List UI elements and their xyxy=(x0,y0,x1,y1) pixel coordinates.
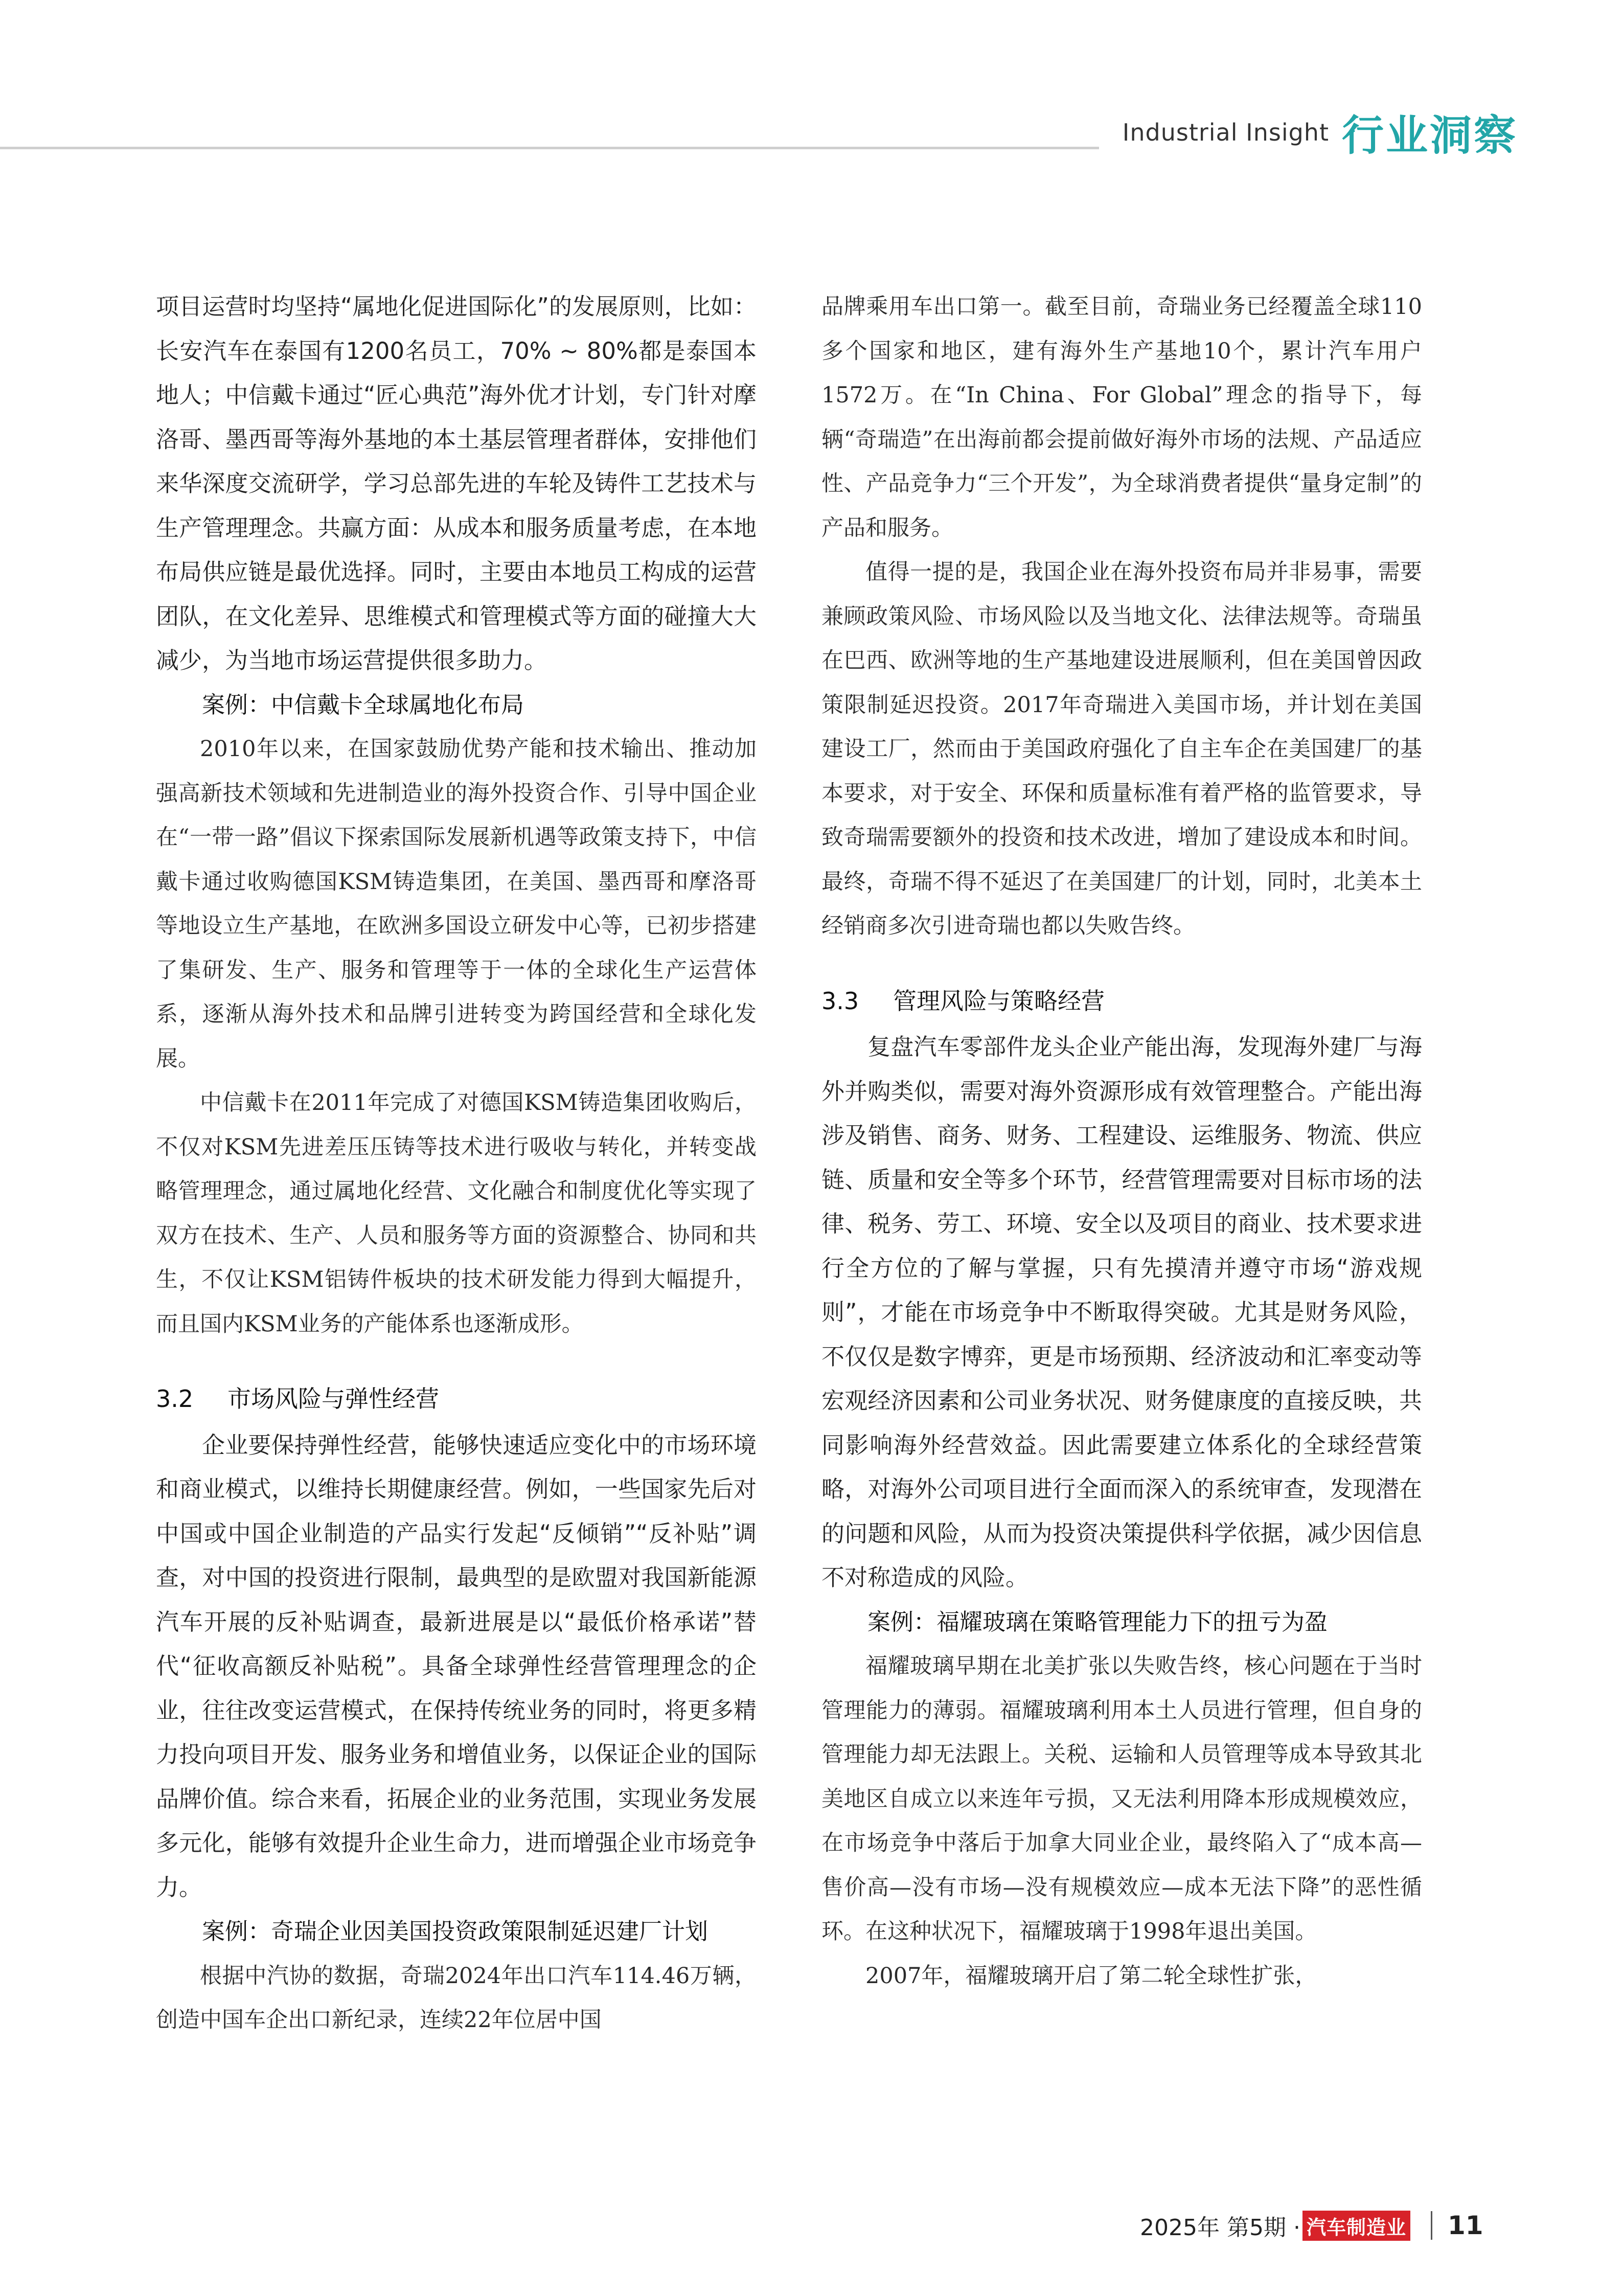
case-paragraph: 2007年，福耀玻璃开启了第二轮全球性扩张， xyxy=(865,1963,1317,1989)
case-paragraph: 根据中汽协的数据，奇瑞2024年出口汽车114.46万辆，创造中国车企出口新纪录，连续22年位居中国 xyxy=(156,1963,757,2033)
footer-divider xyxy=(1431,2211,1432,2240)
section-heading xyxy=(156,1377,757,1421)
magazine-logo: 汽车制造业 xyxy=(1302,2211,1410,2241)
case-paragraph: 品牌乘用车出口第一。截至目前，奇瑞业务已经覆盖全球110多个国家和地区，建有海外生产基地10个，累计汽车用户1572万。在“In China、For Global”理念的指导下，每辆“奇瑞造”在出海前都会提前做好海外市场的法规、产品适应性、产品竞争力“三个开发”，为全球消费者提供“量身定制”的产品和服务。 xyxy=(821,294,1422,541)
page-number: 11 xyxy=(1447,2211,1483,2240)
case-title: 案例：福耀玻璃在策略管理能力下的扭亏为盈 xyxy=(867,1608,1328,1635)
right-column xyxy=(821,285,1422,1998)
section-title: 市场风险与弹性经营 xyxy=(227,1385,439,1413)
section-title-cn: 行业洞察 xyxy=(1342,111,1518,160)
section-title-en: Industrial Insight xyxy=(1122,119,1329,146)
case-paragraph: 2010年以来，在国家鼓励优势产能和技术输出、推动加强高新技术领域和先进制造业的海外投资合作、引导中国企业在“一带一路”倡议下探索国际发展新机遇等政策支持下，中信戴卡通过收购德国KSM铸造集团，在美国、墨西哥和摩洛哥等地设立生产基地，在欧洲多国设立研发中心等，已初步搭建了集研发、生产、服务和管理等于一体的全球化生产运营体系，逐渐从海外技术和品牌引进转变为跨国经营和全球化发展。 xyxy=(156,736,757,1072)
header-rule xyxy=(0,147,1099,149)
issue-label: 2025年 第5期 · xyxy=(1140,2215,1300,2241)
case-title: 案例：中信戴卡全球属地化布局 xyxy=(202,691,524,718)
case-title: 案例：奇瑞企业因美国投资政策限制延迟建厂计划 xyxy=(202,1918,708,1945)
case-paragraph: 福耀玻璃早期在北美扩张以失败告终，核心问题在于当时管理能力的薄弱。福耀玻璃利用本土人员进行管理，但自身的管理能力却无法跟上。关税、运输和人员管理等成本导致其北美地区自成立以来连年亏损，又无法利用降本形成规模效应，在市场竞争中落后于加拿大同业企业，最终陷入了“成本高—售价高—没有市场—没有规模效应—成本无法下降”的恶性循环。在这种状况下，福耀玻璃于1998年退出美国。 xyxy=(821,1653,1422,1944)
case-paragraph: 值得一提的是，我国企业在海外投资布局并非易事，需要兼顾政策风险、市场风险以及当地文化、法律法规等。奇瑞虽在巴西、欧洲等地的生产基地建设进展顺利，但在美国曾因政策限制延迟投资。2017年奇瑞进入美国市场，并计划在美国建设工厂，然而由于美国政府强化了自主车企在美国建厂的基本要求，对于安全、环保和质量标准有着严格的监管要求，导致奇瑞需要额外的投资和技术改进，增加了建设成本和时间。最终，奇瑞不得不延迟了在美国建厂的计划，同时，北美本土经销商多次引进奇瑞也都以失败告终。 xyxy=(821,559,1422,939)
section-title: 管理风险与策略经营 xyxy=(893,987,1105,1015)
paragraph: 企业要保持弹性经营，能够快速适应变化中的市场环境和商业模式，以维持长期健康经营。例如，一些国家先后对中国或中国企业制造的产品实行发起“反倾销”“反补贴”调查，对中国的投资进行限制，最典型的是欧盟对我国新能源汽车开展的反补贴调查，最新进展是以“最低价格承诺”替代“征收高额反补贴税”。具备全球弹性经营管理理念的企业，往往改变运营模式，在保持传统业务的同时，将更多精力投向项目开发、服务业务和增值业务，以保证企业的国际品牌价值。综合来看，拓展企业的业务范围，实现业务发展多元化，能够有效提升企业生命力，进而增强企业市场竞争力。 xyxy=(156,1431,757,1901)
section-number: 3.3 xyxy=(821,987,859,1015)
page-footer xyxy=(1140,2208,1483,2243)
case-paragraph: 中信戴卡在2011年完成了对德国KSM铸造集团收购后，不仅对KSM先进差压压铸等技术进行吸收与转化，并转变战略管理理念，通过属地化经营、文化融合和制度优化等实现了双方在技术、生产、人员和服务等方面的资源整合、协同和共生，不仅让KSM铝铸件板块的技术研发能力得到大幅提升，而且国内KSM业务的产能体系也逐渐成形。 xyxy=(156,1090,757,1337)
paragraph: 复盘汽车零部件龙头企业产能出海，发现海外建厂与海外并购类似，需要对海外资源形成有效管理整合。产能出海涉及销售、商务、财务、工程建设、运维服务、物流、供应链、质量和安全等多个环节，经营管理需要对目标市场的法律、税务、劳工、环境、安全以及项目的商业、技术要求进行全方位的了解与掌握，只有先摸清并遵守市场“游戏规则”，才能在市场竞争中不断取得突破。尤其是财务风险，不仅仅是数字博弈，更是市场预期、经济波动和汇率变动等宏观经济因素和公司业务状况、财务健康度的直接反映，共同影响海外经营效益。因此需要建立体系化的全球经营策略，对海外公司项目进行全面而深入的系统审查，发现潜在的问题和风险，从而为投资决策提供科学依据，减少因信息不对称造成的风险。 xyxy=(821,1033,1422,1591)
left-column xyxy=(156,285,757,2042)
section-number: 3.2 xyxy=(156,1385,194,1413)
section-heading xyxy=(821,979,1422,1024)
paragraph: 项目运营时均坚持“属地化促进国际化”的发展原则，比如：长安汽车在泰国有1200名员工，70% ~ 80%都是泰国本地人；中信戴卡通过“匠心典范”海外优才计划，专门针对摩洛哥、墨西哥等海外基地的本土基层管理者群体，安排他们来华深度交流研学，学习总部先进的车轮及铸件工艺技术与生产管理理念。共赢方面：从成本和服务质量考虑，在本地布局供应链是最优选择。同时，主要由本地员工构成的运营团队，在文化差异、思维模式和管理模式等方面的碰撞大大减少，为当地市场运营提供很多助力。 xyxy=(156,293,757,674)
